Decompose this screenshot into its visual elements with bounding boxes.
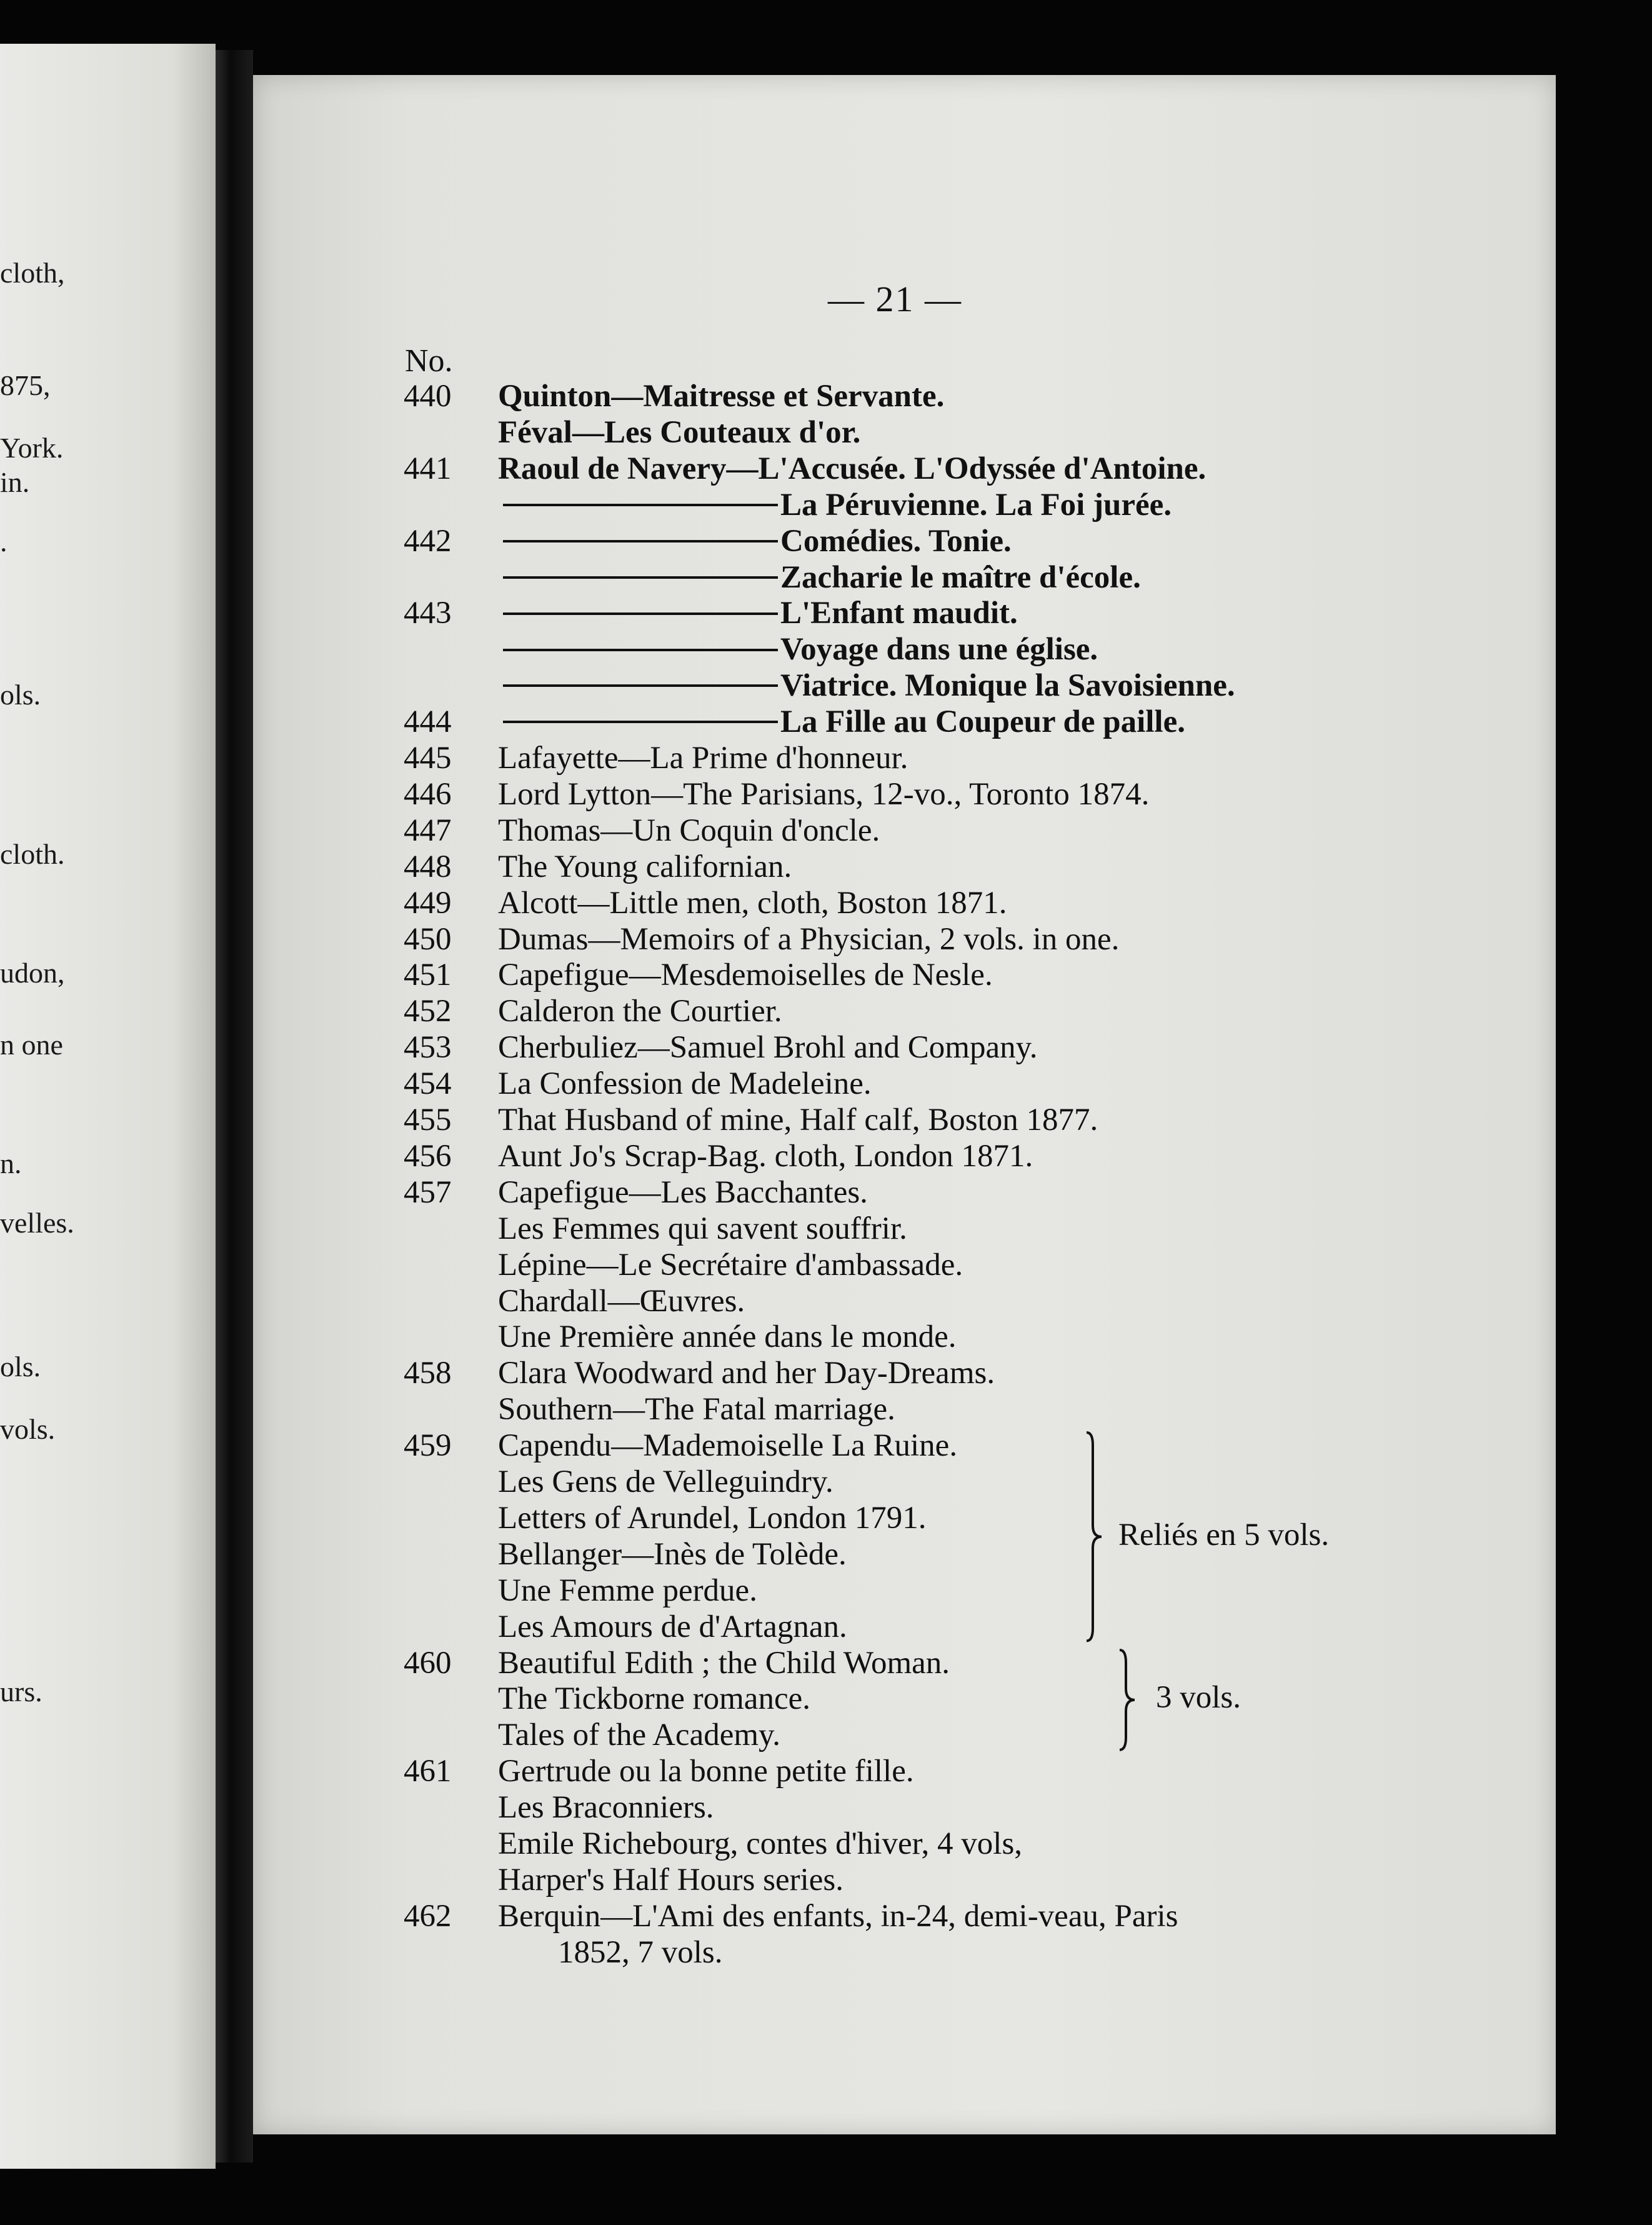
entry-text <box>503 523 1012 559</box>
entry-title: Une Première année dans le monde. <box>498 1319 957 1355</box>
entry-title: Thomas—Un Coquin d'oncle. <box>498 812 880 848</box>
entry-title: L'Enfant maudit. <box>780 596 1018 631</box>
previous-page-text-fragment: urs. <box>0 1676 42 1708</box>
ditto-dash <box>503 721 778 723</box>
entry-text <box>498 1681 810 1717</box>
ditto-dash <box>503 612 778 615</box>
entry-title: That Husband of mine, Half calf, Boston 1877. <box>498 1102 1098 1138</box>
entry-number: 456 <box>404 1138 452 1174</box>
entry-text <box>498 1102 1098 1138</box>
entry-text <box>498 1572 757 1609</box>
entry-title: Lord Lytton—The Parisians, 12-vo., Toronto 1874. <box>498 776 1150 812</box>
entry-text <box>503 595 1018 631</box>
entry-text <box>498 1391 895 1428</box>
entry-title: Southern—The Fatal marriage. <box>498 1392 895 1428</box>
entry-title: Tales of the Academy. <box>498 1718 780 1753</box>
entry-text <box>498 1717 780 1753</box>
entry-title: Aunt Jo's Scrap-Bag. cloth, London 1871. <box>498 1138 1033 1174</box>
previous-page-text-fragment: ols. <box>0 679 41 711</box>
entry-text <box>498 1862 843 1898</box>
entry-number: 455 <box>404 1102 452 1138</box>
entry-title: Bellanger—Inès de Tolède. <box>498 1536 847 1572</box>
previous-page-text-fragment: York. <box>0 432 64 464</box>
entry-number: 451 <box>404 958 452 993</box>
entry-title: Les Braconniers. <box>498 1790 714 1826</box>
entry-text <box>498 1898 1178 1934</box>
entry-title: The Young californian. <box>498 849 792 884</box>
entry-text <box>498 1066 872 1102</box>
entry-text <box>498 1826 1022 1862</box>
entry-text <box>498 414 860 451</box>
previous-page-text-fragment: . <box>0 526 7 558</box>
entry-number: 461 <box>404 1754 452 1789</box>
entry-text <box>498 1138 1033 1174</box>
entry-text <box>498 1319 957 1355</box>
entry-number: 458 <box>404 1356 452 1391</box>
entry-title: Capendu—Mademoiselle La Ruine. <box>498 1428 958 1464</box>
entry-number: 454 <box>404 1066 452 1102</box>
previous-page-text-fragment: n. <box>0 1148 22 1179</box>
entry-number: 443 <box>404 596 452 631</box>
entry-title: Comédies. Tonie. <box>780 523 1012 559</box>
entry-text <box>498 1029 1038 1066</box>
entry-title: Les Gens de Velleguindry. <box>498 1464 833 1499</box>
entry-text <box>498 1464 833 1500</box>
entry-text <box>498 1500 927 1536</box>
ditto-dash <box>503 504 778 506</box>
previous-page-text-fragment: velles. <box>0 1207 74 1239</box>
previous-page-text-fragment: udon, <box>0 957 65 989</box>
entry-number: 450 <box>404 921 452 957</box>
previous-page-edge <box>0 44 216 2169</box>
entry-title: Berquin—L'Ami des enfants, in-24, demi-veau, Paris <box>498 1898 1178 1934</box>
entry-text <box>498 849 792 885</box>
column-header-number: No. <box>405 343 453 379</box>
previous-page-text-fragment: cloth. <box>0 838 65 870</box>
entry-title: Capefigue—Les Bacchantes. <box>498 1174 868 1210</box>
entry-number: 457 <box>404 1174 452 1210</box>
entry-text <box>498 776 1149 812</box>
entry-text <box>503 631 1098 668</box>
entry-number: 452 <box>404 994 452 1029</box>
entry-title: Une Femme perdue. <box>498 1572 757 1608</box>
entry-text <box>498 1211 907 1247</box>
ditto-dash <box>503 540 778 542</box>
ditto-dash <box>503 684 778 687</box>
previous-page-text-fragment: n one <box>0 1029 63 1061</box>
entry-title: Dumas—Memoirs of a Physician, 2 vols. in one. <box>498 921 1120 957</box>
entry-text <box>498 1609 847 1645</box>
entry-number: 453 <box>404 1030 452 1066</box>
entry-title: La Confession de Madeleine. <box>498 1066 872 1102</box>
entry-title: Lépine—Le Secrétaire d'ambassade. <box>498 1247 963 1282</box>
entry-text <box>498 1283 745 1319</box>
entry-title: La Péruvienne. La Foi jurée. <box>780 487 1172 522</box>
entry-text <box>498 1247 963 1283</box>
page-number: — 21 — <box>828 279 962 319</box>
entry-number: 448 <box>404 849 452 884</box>
previous-page-text-fragment: cloth, <box>0 257 65 289</box>
entry-number: 449 <box>404 885 452 921</box>
entry-text <box>498 451 1206 487</box>
entry-title: 1852, 7 vols. <box>558 1934 723 1970</box>
entry-title: The Tickborne romance. <box>498 1681 810 1717</box>
brace-label: Reliés en 5 vols. <box>1118 1517 1330 1552</box>
entry-text <box>558 1934 723 1971</box>
entry-title: Lafayette—La Prime d'honneur. <box>498 741 908 776</box>
entry-text <box>498 1174 868 1211</box>
entry-title: Quinton—Maitresse et Servante. <box>498 379 945 414</box>
entry-title: La Fille au Coupeur de paille. <box>780 704 1185 740</box>
brace-label: 3 vols. <box>1156 1680 1241 1716</box>
entry-title: Gertrude ou la bonne petite fille. <box>498 1754 914 1789</box>
entry-title: Les Femmes qui savent souffrir. <box>498 1211 907 1246</box>
entry-text <box>498 812 880 849</box>
entry-title: Féval—Les Couteaux d'or. <box>498 414 861 450</box>
grouping-brace <box>1084 1432 1109 1641</box>
entry-number: 442 <box>404 523 452 559</box>
entry-number: 459 <box>404 1428 452 1464</box>
entry-text <box>498 993 782 1029</box>
ditto-dash <box>503 576 778 579</box>
entry-text <box>503 559 1141 596</box>
ditto-dash <box>503 649 778 651</box>
entry-number: 446 <box>404 776 452 812</box>
entry-text <box>498 1753 914 1789</box>
entry-text <box>498 957 993 993</box>
entry-title: Viatrice. Monique la Savoisienne. <box>780 668 1235 704</box>
entry-title: Letters of Arundel, London 1791. <box>498 1500 927 1536</box>
entry-title: Zacharie le maître d'école. <box>780 559 1141 595</box>
entry-text <box>498 1645 950 1681</box>
book-gutter <box>216 50 253 2162</box>
entry-text <box>498 1428 957 1464</box>
grouping-brace <box>1117 1650 1142 1750</box>
entry-title: Beautiful Edith ; the Child Woman. <box>498 1645 950 1681</box>
entry-title: Calderon the Courtier. <box>498 994 782 1029</box>
entry-text <box>498 1789 714 1826</box>
entry-title: Raoul de Navery—L'Accusée. L'Odyssée d'Antoine. <box>498 451 1207 486</box>
entry-title: Cherbuliez—Samuel Brohl and Company. <box>498 1030 1038 1066</box>
entry-text <box>498 885 1007 921</box>
entry-number: 444 <box>404 704 452 740</box>
previous-page-text-fragment: in. <box>0 466 30 498</box>
entry-number: 445 <box>404 741 452 776</box>
entry-number: 462 <box>404 1898 452 1934</box>
entry-title: Clara Woodward and her Day-Dreams. <box>498 1356 995 1391</box>
entry-title: Voyage dans une église. <box>780 632 1098 668</box>
entry-text <box>498 378 944 414</box>
entry-text <box>498 740 908 776</box>
entry-text <box>503 487 1172 523</box>
entry-title: Harper's Half Hours series. <box>498 1862 844 1898</box>
entry-title: Emile Richebourg, contes d'hiver, 4 vols, <box>498 1826 1023 1861</box>
entry-text <box>498 1536 847 1572</box>
entry-number: 460 <box>404 1645 452 1681</box>
entry-number: 440 <box>404 379 452 414</box>
entry-title: Alcott—Little men, cloth, Boston 1871. <box>498 885 1007 921</box>
entry-title: Chardall—Œuvres. <box>498 1283 745 1319</box>
entry-title: Les Amours de d'Artagnan. <box>498 1609 847 1644</box>
entry-number: 441 <box>404 451 452 486</box>
entry-text <box>503 668 1235 704</box>
previous-page-text-fragment: ols. <box>0 1351 41 1382</box>
entry-text <box>498 921 1119 958</box>
entry-text <box>498 1355 995 1391</box>
previous-page-text-fragment: vols. <box>0 1413 56 1445</box>
entry-title: Capefigue—Mesdemoiselles de Nesle. <box>498 958 993 993</box>
previous-page-text-fragment: 875, <box>0 369 51 401</box>
entry-number: 447 <box>404 812 452 848</box>
entry-text <box>503 704 1185 740</box>
